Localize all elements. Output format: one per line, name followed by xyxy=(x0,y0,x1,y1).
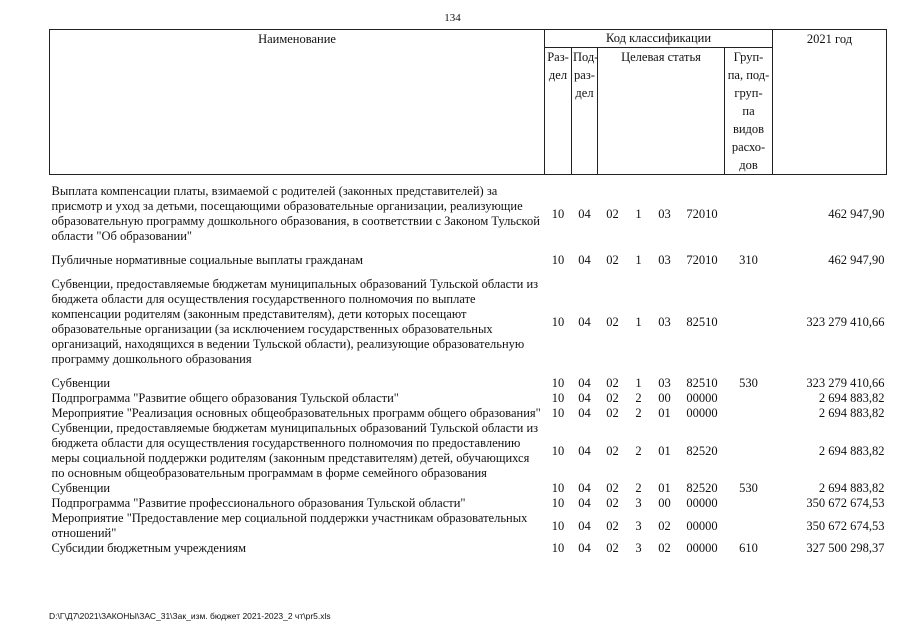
row-name: Мероприятие "Предоставление мер социальной поддержки участникам образовательных отношений" xyxy=(51,511,528,540)
row-target-program: 02 xyxy=(606,443,619,458)
table-row xyxy=(50,496,887,511)
row-razdel: 10 xyxy=(551,541,565,555)
row-target-subprogram: 2 xyxy=(635,481,642,495)
row-expense-group: 610 xyxy=(739,541,758,555)
row-podrazdel: 04 xyxy=(578,314,591,329)
row-target-subprogram: 1 xyxy=(635,253,642,267)
row-razdel: 10 xyxy=(551,206,565,221)
row-amount: 2 694 883,82 xyxy=(818,406,885,420)
row-target-subprogram: 1 xyxy=(635,206,642,221)
row-razdel: 10 xyxy=(551,406,565,420)
row-target-subprogram: 2 xyxy=(635,406,642,420)
row-target-activity: 02 xyxy=(658,541,671,555)
row-expense-group: 310 xyxy=(739,253,758,267)
row-razdel: 10 xyxy=(551,314,565,329)
row-amount: 350 672 674,53 xyxy=(806,518,885,533)
row-amount: 2 694 883,82 xyxy=(818,391,885,405)
row-target-subprogram: 2 xyxy=(635,443,642,458)
row-target-program: 02 xyxy=(606,406,619,420)
row-expense-group xyxy=(725,406,773,421)
row-amount: 462 947,90 xyxy=(828,253,885,267)
row-target-direction: 00000 xyxy=(686,406,718,420)
row-name: Субвенции, предоставляемые бюджетам муниципальных образований Тульской области из бюджета области для осуществления государственного полномочия по предоставлению меры социальной поддержки родителям (законным представителям) детей, обучающихся по основным общеобразовательным программам в форме семейного образования xyxy=(51,421,539,480)
row-target-direction: 00000 xyxy=(686,391,718,405)
row-amount: 2 694 883,82 xyxy=(818,443,885,458)
row-razdel: 10 xyxy=(551,496,565,510)
row-podrazdel: 04 xyxy=(578,496,591,510)
row-target-direction: 82520 xyxy=(686,481,718,495)
row-razdel: 10 xyxy=(551,481,565,495)
row-target-direction: 72010 xyxy=(686,253,718,267)
row-razdel: 10 xyxy=(551,376,565,390)
row-target-direction: 00000 xyxy=(686,541,718,555)
row-name: Субвенции xyxy=(51,481,111,495)
column-header-name: Наименование xyxy=(50,30,545,175)
row-razdel: 10 xyxy=(551,443,565,458)
row-amount: 323 279 410,66 xyxy=(806,376,885,390)
row-target-program: 02 xyxy=(606,496,619,510)
table-row xyxy=(50,541,887,556)
row-target-program: 02 xyxy=(606,253,619,267)
row-amount: 2 694 883,82 xyxy=(818,481,885,495)
row-target-activity: 03 xyxy=(658,314,671,329)
row-expense-group: 530 xyxy=(739,481,758,495)
file-path-footer: D:\Г\Д7\2021\ЗАКОНЫ\ЗАС_31\Зак_изм. бюджет 2021-2023_2 чт\pr5.xls xyxy=(49,611,331,621)
row-expense-group xyxy=(725,391,773,406)
row-target-subprogram: 3 xyxy=(635,496,642,510)
row-expense-group: 530 xyxy=(739,376,758,390)
row-target-program: 02 xyxy=(606,206,619,221)
row-target-direction: 00000 xyxy=(686,518,718,533)
row-target-activity: 00 xyxy=(658,391,671,405)
row-target-program: 02 xyxy=(606,391,619,405)
row-amount: 327 500 298,37 xyxy=(806,541,885,555)
row-target-direction: 82510 xyxy=(686,376,718,390)
row-podrazdel: 04 xyxy=(578,481,591,495)
row-amount: 350 672 674,53 xyxy=(806,496,885,510)
row-target-program: 02 xyxy=(606,541,619,555)
row-target-program: 02 xyxy=(606,314,619,329)
row-name: Субвенции xyxy=(51,376,111,390)
row-razdel: 10 xyxy=(551,253,565,267)
row-target-direction: 82510 xyxy=(686,314,718,329)
table-row xyxy=(50,511,887,541)
row-amount: 462 947,90 xyxy=(828,206,885,221)
row-target-activity: 02 xyxy=(658,518,671,533)
row-name: Выплата компенсации платы, взимаемой с родителей (законных представителей) за присмотр и уход за детьми, посещающими образовательные организации, реализующие образовательную программу дошкольного образования, в соответствии с Законом Тульской области "Об образовании" xyxy=(51,184,540,243)
row-name: Подпрограмма "Развитие профессионального образования Тульской области" xyxy=(51,496,466,510)
table-row xyxy=(50,184,887,244)
row-target-activity: 03 xyxy=(658,376,671,390)
row-podrazdel: 04 xyxy=(578,376,591,390)
row-target-activity: 03 xyxy=(658,253,671,267)
row-podrazdel: 04 xyxy=(578,443,591,458)
row-target-program: 02 xyxy=(606,376,619,390)
table-row xyxy=(50,421,887,481)
row-target-activity: 01 xyxy=(658,406,671,420)
table-row xyxy=(50,391,887,406)
column-header-podrazdel: Под- раз- дел xyxy=(572,48,598,175)
table-row xyxy=(50,406,887,421)
column-header-target: Целевая статья xyxy=(598,48,725,175)
row-podrazdel: 04 xyxy=(578,541,591,555)
column-header-razdel: Раз- дел xyxy=(545,48,572,175)
row-name: Мероприятие "Реализация основных общеобразовательных программ общего образования" xyxy=(51,406,541,420)
row-expense-group xyxy=(725,496,773,511)
row-expense-group xyxy=(725,277,773,367)
row-expense-group xyxy=(725,421,773,481)
row-target-subprogram: 3 xyxy=(635,541,642,555)
row-target-activity: 03 xyxy=(658,206,671,221)
column-header-classification: Код классификации xyxy=(545,30,773,48)
row-target-activity: 01 xyxy=(658,443,671,458)
table-row xyxy=(50,376,887,391)
row-target-direction: 72010 xyxy=(686,206,718,221)
row-name: Субвенции, предоставляемые бюджетам муниципальных образований Тульской области из бюджета области для осуществления государственного полномочия по выплате компенсации родителям (законным представителям), дети которых посещают образовательные организации (за исключением государственных образовательных организаций, находящихся в ведении Тульской области), реализующие образовательную программу дошкольного образования xyxy=(51,277,539,366)
row-target-program: 02 xyxy=(606,518,619,533)
row-name: Публичные нормативные социальные выплаты гражданам xyxy=(51,253,364,267)
row-podrazdel: 04 xyxy=(578,518,591,533)
row-target-program: 02 xyxy=(606,481,619,495)
page-number: 134 xyxy=(444,12,461,24)
table-row xyxy=(50,481,887,496)
row-target-subprogram: 1 xyxy=(635,376,642,390)
row-expense-group xyxy=(725,511,773,541)
column-header-group: Груп- па, под- груп- па видов расхо- дов xyxy=(725,48,773,175)
row-name: Субсидии бюджетным учреждениям xyxy=(51,541,247,555)
row-podrazdel: 04 xyxy=(578,406,591,420)
row-podrazdel: 04 xyxy=(578,253,591,267)
row-amount: 323 279 410,66 xyxy=(806,314,885,329)
row-podrazdel: 04 xyxy=(578,206,591,221)
row-target-activity: 00 xyxy=(658,496,671,510)
row-target-subprogram: 3 xyxy=(635,518,642,533)
row-target-direction: 00000 xyxy=(686,496,718,510)
row-expense-group xyxy=(725,184,773,244)
table-row xyxy=(50,253,887,268)
budget-table xyxy=(49,29,887,556)
row-target-subprogram: 1 xyxy=(635,314,642,329)
table-row xyxy=(50,277,887,367)
row-podrazdel: 04 xyxy=(578,391,591,405)
row-target-direction: 82520 xyxy=(686,443,718,458)
row-target-subprogram: 2 xyxy=(635,391,642,405)
row-name: Подпрограмма "Развитие общего образования Тульской области" xyxy=(51,391,399,405)
row-razdel: 10 xyxy=(551,518,565,533)
row-target-activity: 01 xyxy=(658,481,671,495)
column-header-year: 2021 год xyxy=(773,30,887,175)
row-razdel: 10 xyxy=(551,391,565,405)
